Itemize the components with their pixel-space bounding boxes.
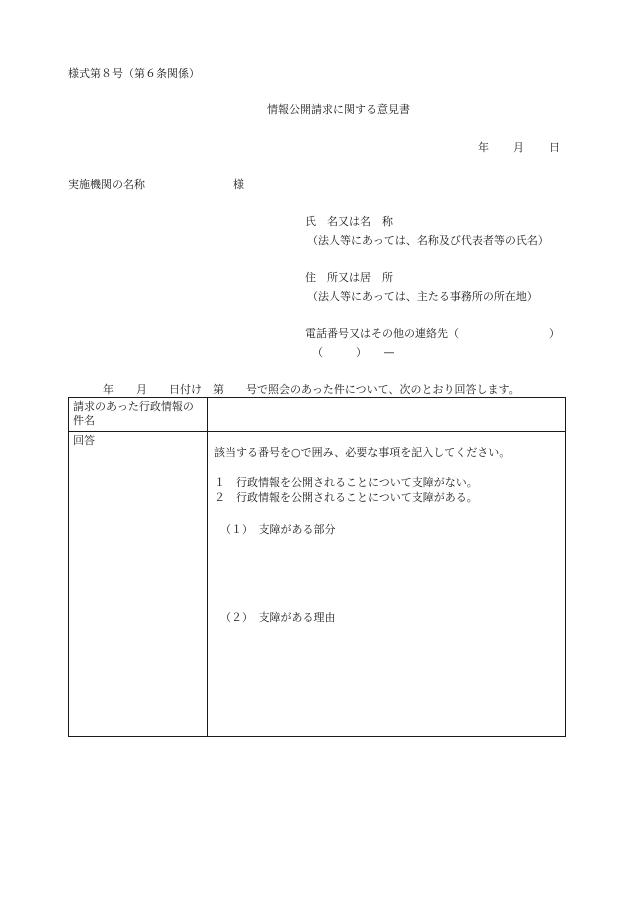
answer-option-2: ２ 行政情報を公開されることについて支障がある。 <box>214 491 478 504</box>
applicant-address-label: 住 所又は居 所 <box>305 271 393 284</box>
answer-option-1: １ 行政情報を公開されることについて支障がない。 <box>214 476 478 489</box>
document-title: 情報公開請求に関する意見書 <box>267 103 410 116</box>
subject-label-text: 請求のあった行政情報の件名 <box>73 400 194 427</box>
opinion-table <box>68 397 566 737</box>
applicant-phone-close: ） <box>549 327 560 340</box>
subject-label <box>69 398 208 432</box>
answer-field[interactable] <box>208 432 566 737</box>
agency-name-label: 実施機関の名称 <box>68 178 145 191</box>
date-year-label: 年 <box>478 141 489 154</box>
applicant-name-label: 氏 名又は名 称 <box>305 215 393 228</box>
date-month-label: 月 <box>513 141 524 154</box>
form-number: 様式第８号（第６条関係） <box>68 67 200 80</box>
date-day-label: 日 <box>549 141 560 154</box>
answer-sub-item-1: （１） 支障がある部分 <box>220 523 336 536</box>
applicant-phone-line2: （ ） — <box>312 346 395 359</box>
subject-value-field[interactable] <box>208 398 566 432</box>
answer-label: 回答 <box>69 432 208 737</box>
answer-instruction: 該当する番号を○で囲み、必要な事項を記入してください。 <box>214 446 511 459</box>
applicant-address-note: （法人等にあっては、主たる事務所の所在地） <box>307 290 538 303</box>
applicant-phone-label: 電話番号又はその他の連絡先（ <box>305 327 459 340</box>
answer-row <box>69 432 566 737</box>
answer-sub-item-2: （２） 支障がある理由 <box>220 611 336 624</box>
reply-sentence: 年 月 日付け 第 号で照会のあった件について、次のとおり回答します。 <box>103 383 520 396</box>
applicant-name-note: （法人等にあっては、名称及び代表者等の氏名） <box>307 234 549 247</box>
subject-row <box>69 398 566 432</box>
addressee-honorific: 様 <box>233 178 244 191</box>
